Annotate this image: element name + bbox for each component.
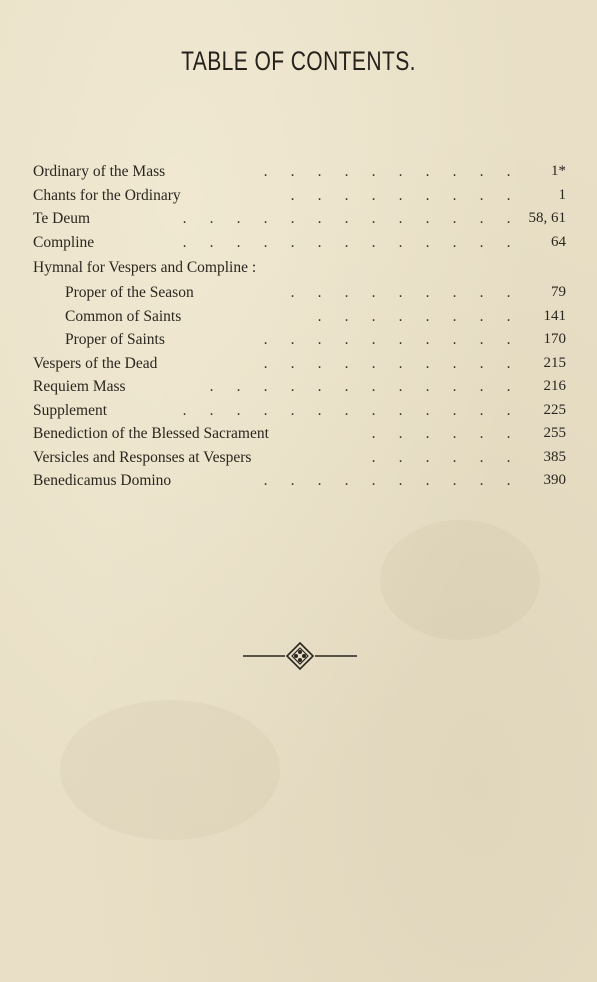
toc-entry-page: 1* (551, 163, 566, 179)
toc-entry-page: 1 (558, 186, 566, 203)
toc-entry[interactable] (33, 231, 566, 255)
leader-dots: . . . . . . . . . . (263, 163, 511, 180)
table-of-contents (33, 160, 566, 493)
leader-dots: . . . . . . . . (317, 307, 511, 325)
toc-entry-page: 58, 61 (528, 210, 566, 226)
leader-dots: . . . . . . . . . . . . (209, 378, 511, 395)
toc-entry-page: 215 (543, 354, 566, 371)
toc-entry-label: Common of Saints (65, 307, 182, 325)
leader-dots: . . . . . . (371, 448, 511, 466)
leader-dots: . . . . . . . . . . . . . (182, 401, 511, 419)
toc-entry-label: Chants for the Ordinary (33, 186, 181, 204)
toc-entry-label: Compline (33, 233, 95, 251)
section-heading-label: Hymnal for Vespers and Compline : (33, 259, 257, 276)
toc-entry-page: 64 (551, 233, 566, 250)
toc-entry-page: 390 (543, 472, 566, 488)
toc-entry-label: Requiem Mass (33, 378, 126, 395)
toc-entry[interactable] (33, 305, 566, 329)
leader-dots: . . . . . . . . . . . . . (182, 233, 511, 251)
toc-entry-label: Vespers of the Dead (33, 354, 158, 372)
paper-stain (380, 520, 540, 640)
toc-entry-page: 225 (543, 401, 566, 418)
toc-entry-label: Benedicamus Domino (33, 472, 172, 489)
toc-entry-page: 255 (543, 425, 566, 441)
page-title: TABLE OF CONTENTS. (181, 46, 416, 76)
section-heading (33, 254, 566, 281)
leader-dots: . . . . . . . . . (290, 284, 511, 301)
toc-entry-page: 385 (543, 448, 566, 465)
toc-entry[interactable] (33, 469, 566, 493)
toc-entry[interactable] (33, 422, 566, 446)
toc-entry[interactable] (33, 446, 566, 470)
toc-entry[interactable] (33, 375, 566, 399)
leader-dots: . . . . . . . . . . (263, 354, 511, 372)
leader-dots: . . . . . . . . . (290, 186, 511, 204)
toc-entry-label: Ordinary of the Mass (33, 163, 166, 180)
leader-dots: . . . . . . (371, 425, 511, 442)
toc-entry-label: Versicles and Responses at Vespers (33, 448, 252, 466)
toc-entry[interactable] (33, 399, 566, 423)
toc-entry[interactable] (33, 160, 566, 184)
toc-entry-label: Proper of Saints (65, 331, 165, 348)
toc-entry-page: 170 (543, 331, 566, 347)
toc-entry-page: 216 (543, 378, 566, 394)
leader-dots: . . . . . . . . . . (263, 331, 511, 348)
toc-entry-page: 79 (551, 284, 566, 300)
toc-entry-label: Te Deum (33, 210, 91, 227)
toc-entry-label: Supplement (33, 401, 108, 419)
fleuron-ornament-icon (243, 641, 357, 671)
leader-dots: . . . . . . . . . . . . . (182, 210, 511, 227)
toc-entry-label: Benediction of the Blessed Sacrament (33, 425, 269, 442)
toc-entry-page: 141 (543, 307, 566, 324)
toc-entry-label: Proper of the Season (65, 284, 194, 301)
leader-dots: . . . . . . . . . . (263, 472, 511, 489)
toc-entry[interactable] (33, 184, 566, 208)
paper-stain (60, 700, 280, 840)
toc-entry[interactable] (33, 352, 566, 376)
toc-entry[interactable] (33, 207, 566, 231)
toc-entry[interactable] (33, 328, 566, 352)
toc-entry[interactable] (33, 281, 566, 305)
